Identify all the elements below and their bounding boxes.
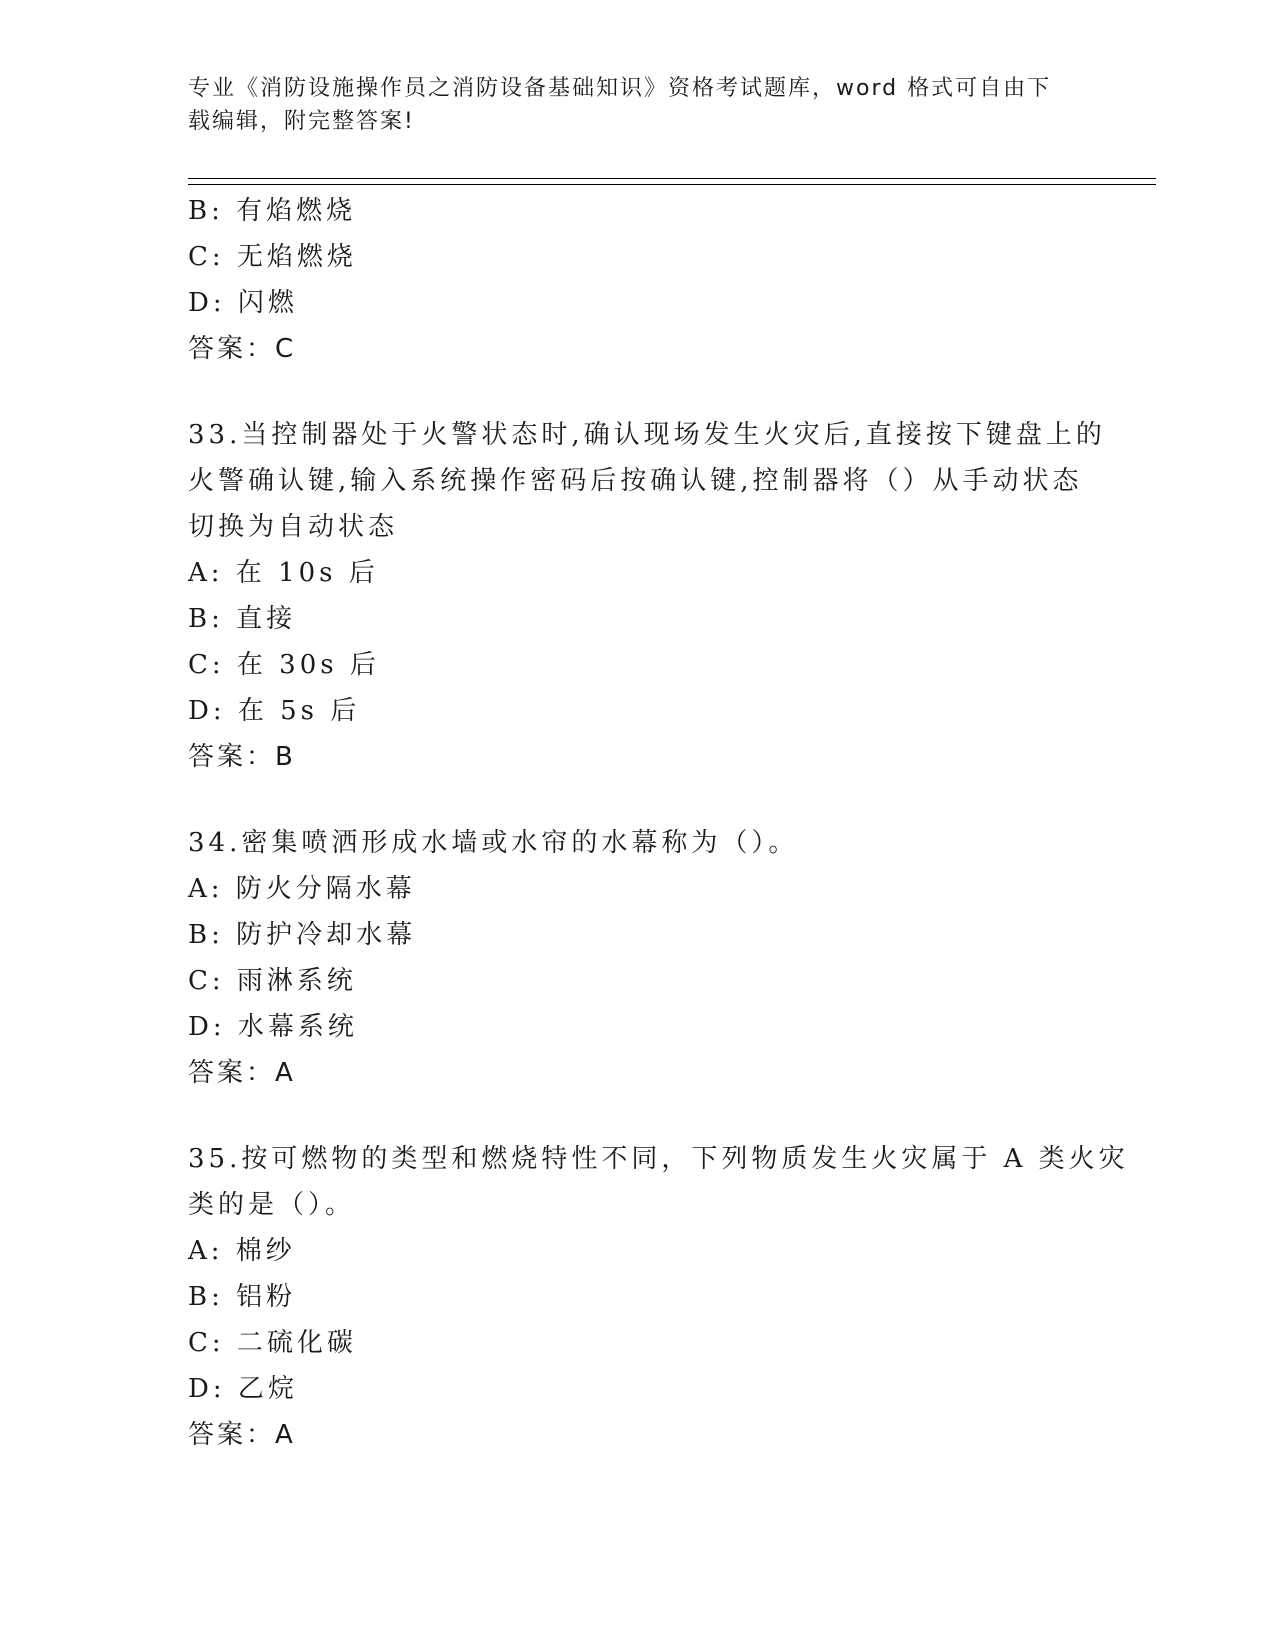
option-d: D: 闪燃 [188,288,298,318]
option-c: C: 二硫化碳 [188,1328,357,1358]
question-text-line: 切换为自动状态 [188,512,399,542]
option-a: A: 防火分隔水幕 [188,874,416,904]
question-content [188,188,1129,1458]
question-33 [188,412,1106,780]
option-d: D: 在 5s 后 [188,696,361,726]
header-line-1: 专业《消防设施操作员之消防设备基础知识》资格考试题库，word 格式可自由下 [188,76,1052,101]
option-b: B: 铝粉 [188,1282,297,1312]
answer-line: 答案：C [188,334,297,364]
previous-question [188,188,1088,372]
question-text-line: 火警确认键,输入系统操作密码后按确认键,控制器将（）从手动状态 [188,466,1083,496]
answer-line: 答案：A [188,1420,296,1450]
option-a: A: 在 10s 后 [188,558,379,588]
option-c: C: 无焰燃烧 [188,242,357,272]
header-divider-bottom [188,184,1156,185]
document-header [188,72,1068,138]
question-text-line: 35.按可燃物的类型和燃烧特性不同，下列物质发生火灾属于 A 类火灾 [188,1144,1129,1174]
answer-line: 答案：A [188,1058,296,1088]
question-text-line: 34.密集喷洒形成水墙或水帘的水幕称为（）。 [188,828,799,858]
question-35 [188,1136,1129,1458]
option-c: C: 在 30s 后 [188,650,380,680]
question-text-line: 类的是（）。 [188,1190,356,1220]
answer-line: 答案：B [188,742,296,772]
option-b: B: 有焰燃烧 [188,196,357,226]
option-b: B: 直接 [188,604,297,634]
option-d: D: 水幕系统 [188,1012,358,1042]
header-divider-top [188,178,1156,179]
option-b: B: 防护冷却水幕 [188,920,417,950]
option-d: D: 乙烷 [188,1374,298,1404]
question-text-line: 33.当控制器处于火警状态时,确认现场发生火灾后,直接按下键盘上的 [188,420,1106,450]
header-line-2: 载编辑，附完整答案! [188,109,415,134]
question-34 [188,820,1088,1096]
option-a: A: 棉纱 [188,1236,296,1266]
option-c: C: 雨淋系统 [188,966,357,996]
